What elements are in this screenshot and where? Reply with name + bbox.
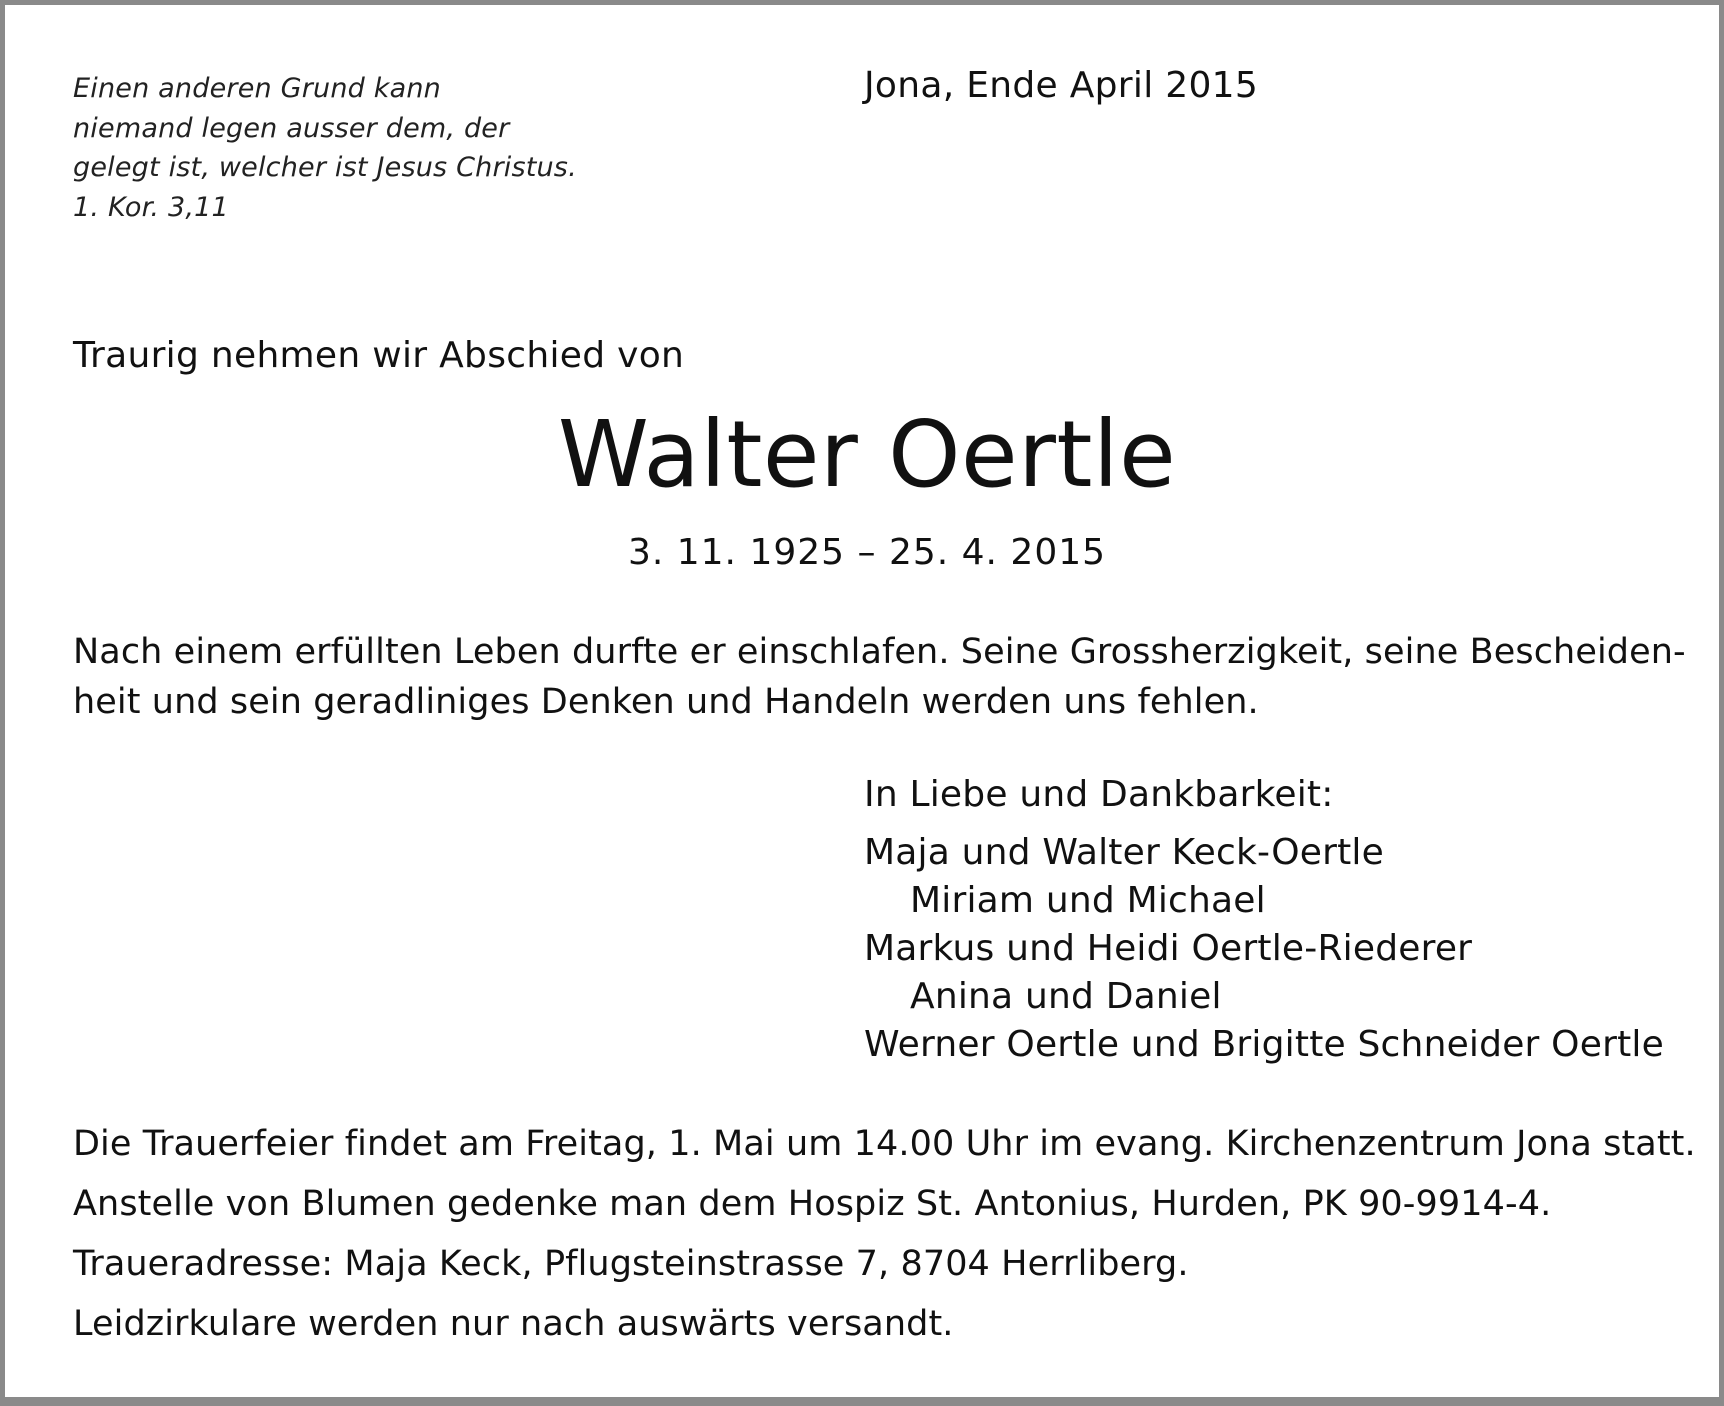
mourning-address: Traueradresse: Maja Keck, Pflugsteinstrasse 7, 8704 Herrliberg. <box>73 1244 1189 1284</box>
funeral-service-note: Die Trauerfeier findet am Freitag, 1. Mai um 14.00 Uhr im evang. Kirchenzentrum Jona statt. <box>73 1124 1696 1164</box>
motto-line: gelegt ist, welcher ist Jesus Christus. <box>73 152 577 183</box>
motto-line: niemand legen ausser dem, der <box>73 112 510 144</box>
place-and-date: Jona, Ende April 2015 <box>864 65 1259 106</box>
mourner-entry: Anina und Daniel <box>910 976 1222 1017</box>
circular-note: Leidzirkulare werden nur nach auswärts versandt. <box>73 1304 954 1344</box>
intro-line: Traurig nehmen wir Abschied von <box>73 335 685 376</box>
mourners-list <box>864 771 1664 1069</box>
bible-verse-motto <box>73 69 577 227</box>
funeral-notes <box>73 1114 1696 1354</box>
tribute-paragraph <box>73 627 1686 727</box>
mourners-heading: In Liebe und Dankbarkeit: <box>864 774 1334 815</box>
donation-note: Anstelle von Blumen gedenke man dem Hospiz St. Antonius, Hurden, PK 90-9914-4. <box>73 1184 1552 1224</box>
tribute-line: heit und sein geradliniges Denken und Handeln werden uns fehlen. <box>73 682 1259 722</box>
mourner-entry: Maja und Walter Keck-Oertle <box>864 832 1384 873</box>
mourner-entry: Miriam und Michael <box>910 880 1266 921</box>
mourner-entry: Markus und Heidi Oertle-Riederer <box>864 928 1473 969</box>
tribute-line: Nach einem erfüllten Leben durfte er einschlafen. Seine Grossherzigkeit, seine Bescheiden- <box>73 632 1686 672</box>
mourner-entry: Werner Oertle und Brigitte Schneider Oertle <box>864 1024 1664 1065</box>
motto-reference: 1. Kor. 3,11 <box>73 191 229 223</box>
life-dates: 3. 11. 1925 – 25. 4. 2015 <box>627 532 1107 573</box>
deceased-name: Walter Oertle <box>557 401 1177 508</box>
motto-line: Einen anderen Grund kann <box>73 73 441 104</box>
